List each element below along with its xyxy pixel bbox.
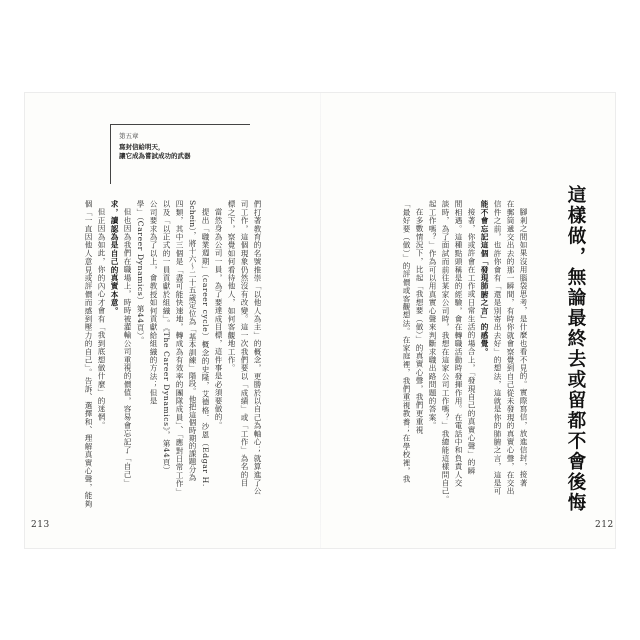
- body-line: 學」（Career Dynamics）第44頁）。: [136, 200, 145, 345]
- body-line: 以及「以正式的一員貢獻於組織」。《The Career Dynamics》，第44頁）: [162, 200, 171, 475]
- body-line: 「最好要（做）」的評價或客觀想法。在家庭裡，我們重視教養；在學校裡，我: [402, 200, 411, 484]
- body-line: 接著，你或許會在工作或日常生活的場合上，「發現自己的真實心聲」的瞬: [467, 207, 476, 475]
- body-line: 提出「職業週期」（career cycle）概念的史隆，艾德格．沙恩（Edgar H.: [201, 207, 210, 487]
- body-line: 在郵筒遞交出去的那一瞬間，有時你就會察覺到自己從未發現的真實心聲，在交出: [506, 200, 515, 496]
- body-line: 當然身為公司一員，為了要達成目標，這件事是必須要做的。: [214, 207, 223, 429]
- body-line: 起工作嗎？」作為可以用真實心聲來判斷求職出路問題的答案。: [428, 200, 437, 430]
- body-line: 司工作，這個現象仍然沒有改變。這一次我們要以「成績」或「工作」為名的目: [240, 200, 249, 487]
- body-line: 但正因為如此，你的內心才會有「我到底想做什麼」的迷惘。: [97, 207, 106, 429]
- chapter-title-line1: 寫封信給明天，: [119, 143, 165, 151]
- body-line: 標之下，察覺如何看待他人，如何客觀地工作。: [227, 200, 236, 373]
- body-line: 在多數情況下，比起「我想要（做）」的真實心聲，我們更重視: [415, 207, 424, 434]
- body-line: 四類，其中三個是「盡可能快速地，轉成為有效率的團隊成員」、「應對日常工作」: [175, 200, 184, 496]
- right-page-body: [335, 200, 530, 504]
- body-line: 們打著教育的名號推崇「以他人為主」的概念，更勝於以自己為軸心；就算進了公: [253, 200, 262, 496]
- body-line: 信件之前，也許你會有「還是別寄出去好」的想法，這就是你的肺腑之言，這是可: [493, 200, 502, 496]
- body-line: 間相遇。這種點頭稱是的經驗，會在轉職活動時發揮作用。在電話中和負責人交: [454, 200, 463, 487]
- page-number-left: 213: [31, 520, 50, 530]
- chapter-label: 第五章: [119, 132, 139, 140]
- chapter-header: [110, 124, 250, 184]
- chapter-title-line2: 讓它成為嘗試成功的武器: [119, 152, 191, 161]
- section-title: 這樣做，無論最終去或留都不會後悔: [565, 185, 586, 513]
- body-line: 但也因為我們在職場上，時時被灌輸公司重視的價值，容易會忘記了「自己」: [123, 207, 132, 487]
- body-line: 談時，為了面試而前往某家公司時，我想在這家公司工作嗎？」我總能這樣問自己。: [441, 200, 450, 504]
- body-line: 腳剎之間如果沒用腦袋思考，是什麼也看不見的。實際寫信，放進信封，接著: [519, 207, 528, 487]
- page-number-right: 212: [595, 520, 614, 530]
- body-line-bold: 求，讀認為是自己的真實本意。: [110, 200, 119, 315]
- body-line: 個「一直因他人意見或評價而感到壓力的自己」。告訴、選擇和、理解真實心聲，能夠: [84, 200, 93, 508]
- body-line: 公司要求為了以上，會教授如何貢獻給組織的方法；但是: [149, 200, 158, 405]
- body-line: Schein），將十六～二十五歲定位為「基本訓練」階段。他把這個時期的課題分為: [188, 200, 197, 481]
- book-gutter: [320, 93, 321, 548]
- body-line-bold: 能不會忘記這個「發現肺腑之言」的感覺。: [480, 200, 489, 356]
- left-page-body: [84, 200, 264, 508]
